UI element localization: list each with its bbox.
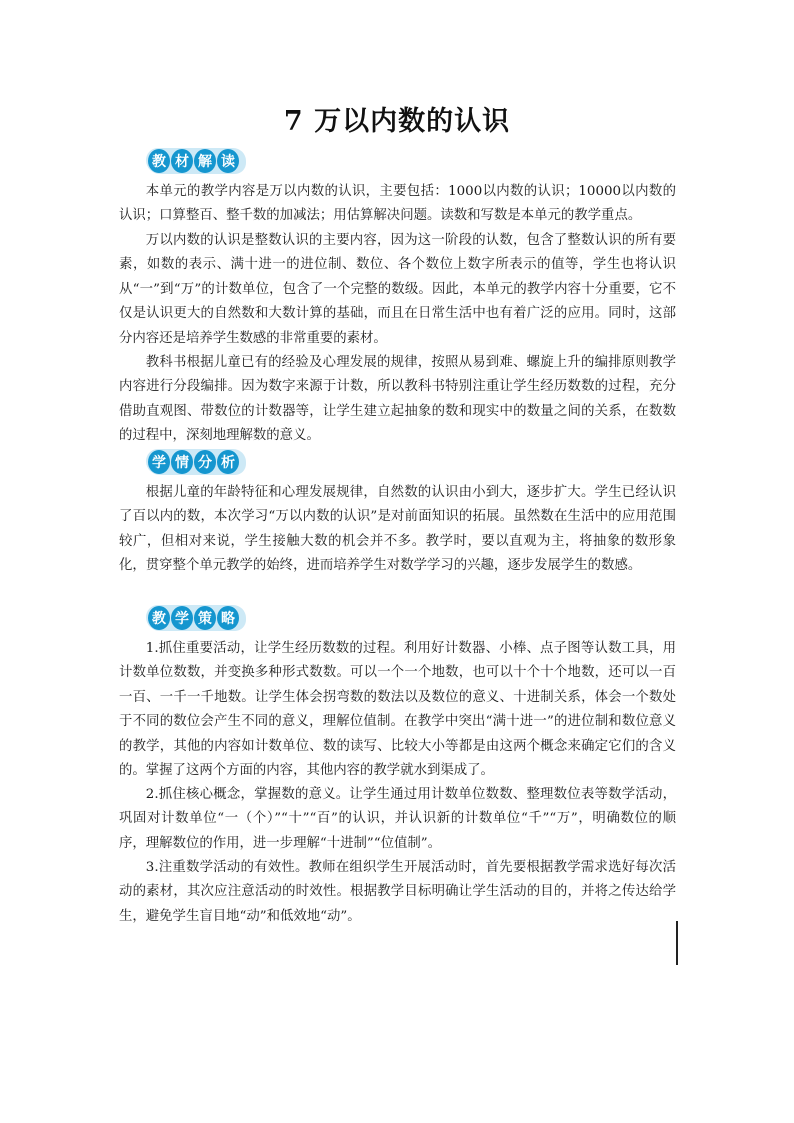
- heading-char: 析: [217, 450, 239, 474]
- section-heading-strategy: [146, 603, 246, 633]
- heading-char: 学: [171, 606, 193, 630]
- heading-char: 教: [148, 606, 170, 630]
- paragraph: 教科书根据儿童已有的经验及心理发展的规律，按照从易到难、螺旋上升的编排原则教学内容进行分段编排。因为数字来源于计数，所以教科书特别注重让学生经历数数的过程，充分借助直观图、带数位的计数器等，让学生建立起抽象的数和现实中的数量之间的关系，在数数的过程中，深刻地理解数的意义。: [119, 355, 676, 444]
- margin-rule: [676, 921, 678, 965]
- heading-char: 学: [148, 450, 170, 474]
- paragraph: 本单元的教学内容是万以内数的认识，主要包括：1000以内数的认识；10000以内数的认识；口算整百、整千数的加减法；用估算解决问题。读数和写数是本单元的教学重点。: [119, 184, 676, 224]
- paragraph: 3.注重数学活动的有效性。教师在组织学生开展活动时，首先要根据教学需求选好每次活动的素材，其次应注意活动的时效性。根据教学目标明确让学生活动的目的，并将之传达给学生，避免学生盲目地“动”和低效地“动”。: [119, 860, 676, 924]
- heading-char: 略: [217, 606, 239, 630]
- heading-char: 分: [194, 450, 216, 474]
- paragraph: 根据儿童的年龄特征和心理发展规律，自然数的认识由小到大，逐步扩大。学生已经认识了百以内的数，本次学习“万以内数的认识”是对前面知识的拓展。虽然数在生活中的应用范围较广，但相对来说，学生接触大数的机会并不多。教学时，要以直观为主，将抽象的数形象化，贯穿整个单元教学的始终，进而培养学生对数学学习的兴趣，逐步发展学生的数感。: [119, 485, 676, 574]
- heading-char: 解: [194, 149, 216, 173]
- heading-char: 策: [194, 606, 216, 630]
- section-heading-learning: [146, 447, 246, 477]
- section-heading-textbook: [146, 146, 246, 176]
- page-title: 7 万以内数的认识: [283, 106, 511, 137]
- heading-char: 教: [148, 149, 170, 173]
- paragraph: 2.抓住核心概念，掌握数的意义。让学生通过用计数单位数数、整理数位表等数学活动，巩固对计数单位“一（个）”“十”“百”的认识，并认识新的计数单位“千”“万”，明确数位的顺序，理解数位的作用，进一步理解“十进制”“位值制”。: [119, 787, 676, 851]
- heading-char: 情: [171, 450, 193, 474]
- paragraph: 1.抓住重要活动，让学生经历数数的过程。利用好计数器、小棒、点子图等认数工具，用计数单位数数，并变换多种形式数数。可以一个一个地数，也可以十个十个地数，还可以一百一百、一千一千地数。让学生体会拐弯数的数法以及数位的意义、十进制关系，体会一个数处于不同的数位会产生不同的意义，理解位值制。在教学中突出“满十进一”的进位制和数位意义的教学，其他的内容如计数单位、数的读写、比较大小等都是由这两个概念来确定它们的含义的。掌握了这两个方面的内容，其他内容的教学就水到渠成了。: [119, 641, 676, 779]
- heading-char: 读: [217, 149, 239, 173]
- heading-char: 材: [171, 149, 193, 173]
- paragraph: 万以内数的认识是整数认识的主要内容，因为这一阶段的认数，包含了整数认识的所有要素，如数的表示、满十进一的进位制、数位、各个数位上数字所表示的值等，学生也将认识从“一”到“万”的计数单位，包含了一个完整的数级。因此，本单元的教学内容十分重要，它不仅是认识更大的自然数和大数计算的基础，而且在日常生活中也有着广泛的应用。同时，这部分内容还是培养学生数感的非常重要的素材。: [119, 233, 676, 346]
